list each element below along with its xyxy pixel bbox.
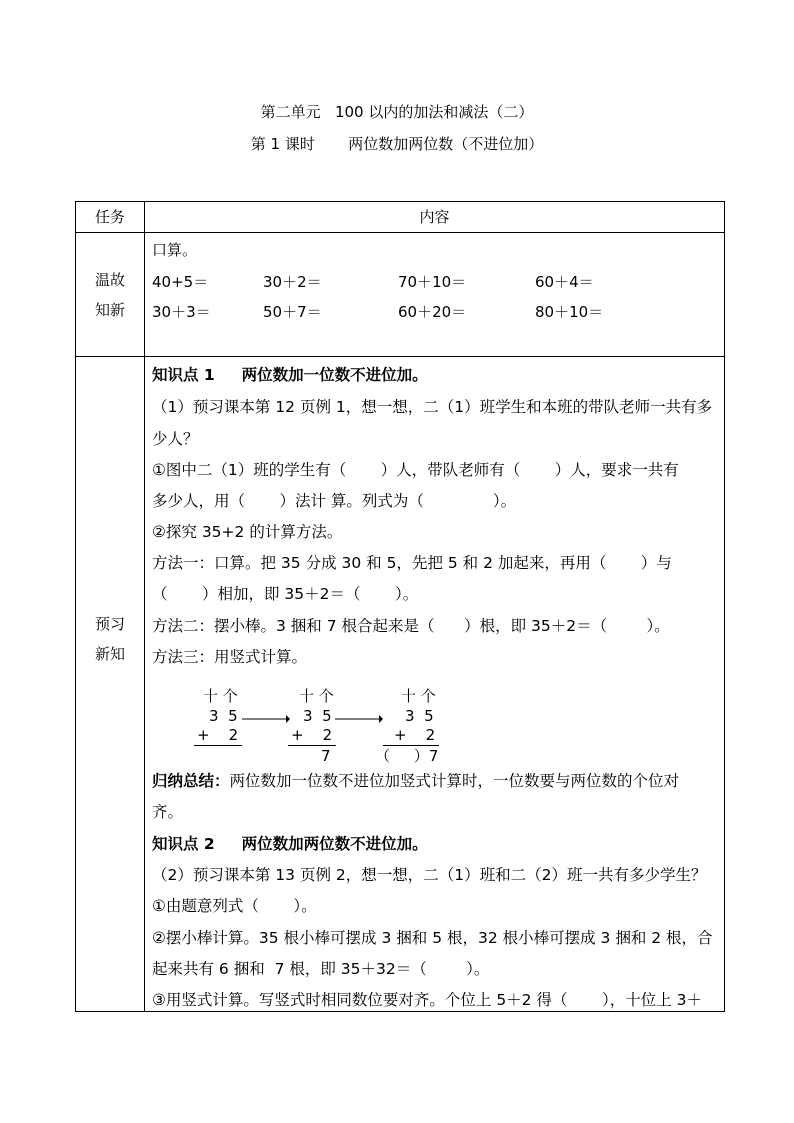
review-item: 30＋2＝: [263, 273, 322, 291]
sum-line: [288, 745, 336, 746]
review-heading: 口算。: [152, 241, 198, 259]
preview-cell: [145, 357, 724, 1011]
addend-bottom: + 2: [197, 726, 239, 744]
row-label-preview-line2: 新知: [94, 645, 125, 663]
method-1-line: （ ）相加，即 35＋2＝（ ）。: [152, 585, 419, 603]
arrow-icon: [242, 714, 290, 724]
example-1-line: 少人？: [152, 430, 199, 448]
example-1-line: （1）预习课本第 12 页例 1，想一想，二（1）班学生和本班的带队老师一共有多: [152, 398, 713, 416]
summary-text: 两位数加一位数不进位加竖式计算时，一位数要与两位数的个位对: [229, 772, 680, 790]
summary-label: 归纳总结：: [152, 772, 230, 790]
summary: [152, 770, 679, 792]
row-label-review-line1: 温故: [94, 271, 125, 289]
question-1-line: ①图中二（1）班的学生有（ ）人，带队老师有（ ）人，要求一共有: [152, 461, 679, 479]
review-item: 70＋10＝: [398, 273, 467, 291]
addend-top: 3 5: [405, 707, 434, 725]
explore-line: ②探究 35+2 的计算方法。: [152, 523, 343, 541]
final-result: （ ）7: [375, 747, 439, 765]
method-1-line: 方法一：口算。把 35 分成 30 和 5，先把 5 和 2 加起来，再用（ ）与: [152, 554, 672, 572]
row-label-review: [76, 265, 144, 325]
summary-continued: 齐。: [152, 803, 184, 821]
addend-top: 3 5: [209, 707, 238, 725]
example-2-line: （2）预习课本第 13 页例 2，想一想，二（1）班和二（2）班一共有多少学生？: [152, 866, 707, 884]
example-2-line: 起来共有 6 捆和 7 根，即 35＋32＝（ ）。: [152, 960, 490, 978]
review-item: 30＋3＝: [152, 303, 211, 321]
unit-title: 第二单元 100 以内的加法和减法（二）: [260, 103, 534, 121]
header-task: 任务: [94, 208, 125, 226]
review-item: 50＋7＝: [263, 303, 322, 321]
place-header: 十 个: [401, 687, 436, 705]
example-2-line: ①由题意列式（ ）。: [152, 897, 317, 915]
row-label-review-line2: 知新: [94, 301, 125, 319]
addend-top: 3 5: [303, 707, 332, 725]
knowledge-point-2-title: 知识点 2 两位数加两位数不进位加。: [152, 835, 428, 853]
row-label-preview: [76, 609, 144, 669]
knowledge-point-1-title: 知识点 1 两位数加一位数不进位加。: [152, 366, 428, 384]
example-2-line: ②摆小棒计算。35 根小棒可摆成 3 捆和 5 根，32 根小棒可摆成 3 捆和 2 根，合: [152, 929, 713, 947]
place-header: 十 个: [299, 687, 334, 705]
row-label-preview-line1: 预习: [94, 615, 125, 633]
arrow-icon: [335, 714, 383, 724]
review-item: 40+5＝: [152, 273, 209, 291]
example-2-line: ③用竖式计算。写竖式时相同数位要对齐。个位上 5＋2 得（ ），十位上 3＋: [152, 991, 703, 1009]
addend-bottom: + 2: [394, 726, 436, 744]
place-header: 十 个: [203, 687, 238, 705]
review-item: 60＋4＝: [535, 273, 594, 291]
sum-line: [383, 745, 439, 746]
lesson-title: 第 1 课时 两位数加两位数（不进位加）: [250, 135, 544, 153]
method-3-line: 方法三：用竖式计算。: [152, 648, 308, 666]
addend-bottom: + 2: [291, 726, 333, 744]
header-content: 内容: [419, 208, 450, 226]
method-2-line: 方法二：摆小棒。3 捆和 7 根合起来是（ ）根，即 35＋2＝（ ）。: [152, 617, 670, 635]
sum-line: [194, 745, 242, 746]
lesson-table: [75, 201, 725, 1012]
header-divider: [76, 232, 724, 233]
question-1-line: 多少人，用（ ）法计 算。列式为（ ）。: [152, 492, 517, 510]
review-item: 80＋10＝: [535, 303, 604, 321]
review-item: 60＋20＝: [398, 303, 467, 321]
partial-result: 7: [321, 747, 331, 765]
